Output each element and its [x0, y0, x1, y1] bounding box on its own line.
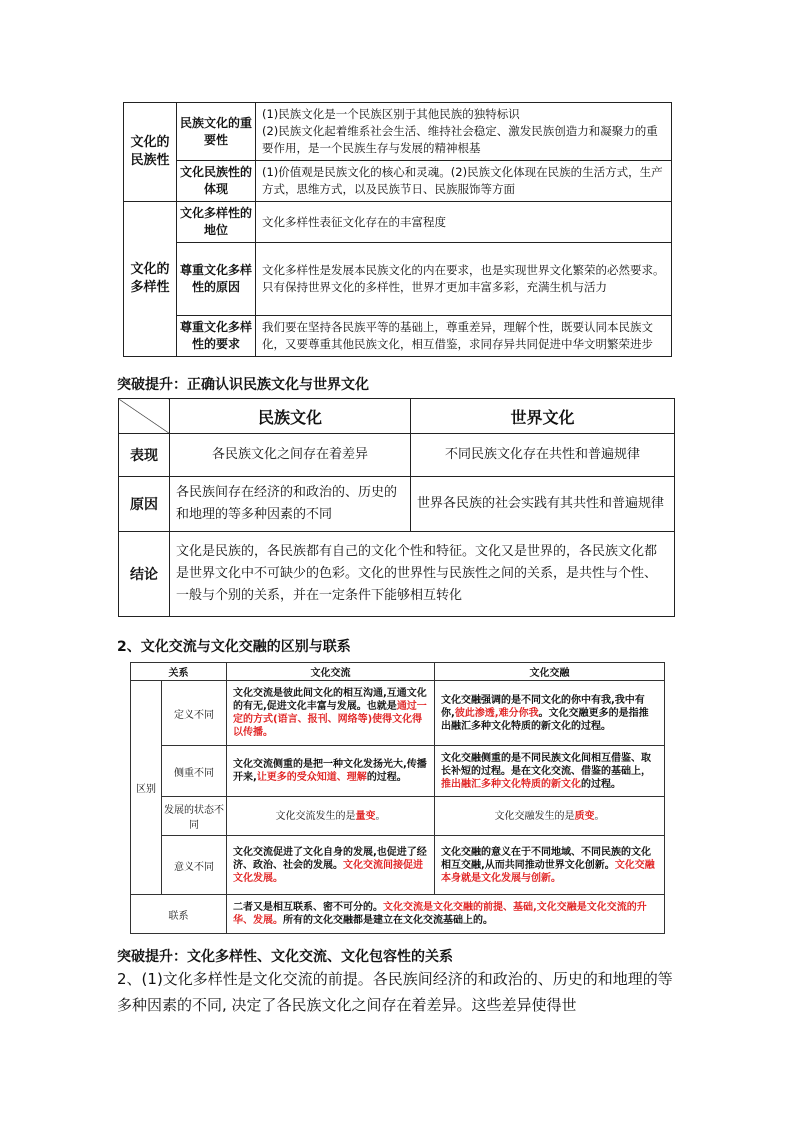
highlight-text: 质变	[574, 810, 595, 822]
table-row	[131, 681, 665, 746]
table-cell	[227, 746, 435, 797]
table-cell	[435, 797, 665, 836]
row-subtitle: 文化民族性的体现	[177, 161, 256, 202]
cell-text: 。	[594, 810, 605, 822]
cell-text: 文化交流发生的是	[275, 810, 356, 822]
table-row	[131, 895, 665, 934]
table-cell: 各民族文化之间存在着差异	[170, 434, 411, 477]
cell-text: 文化交流促进了文化自身的发展,也促进了经济、政治、社会的发展。	[233, 846, 427, 871]
row-subtitle: 文化多样性的地位	[177, 202, 256, 243]
row-label: 联系	[131, 895, 227, 934]
table-row	[131, 836, 665, 895]
column-header: 文化交融	[435, 663, 665, 681]
row-description: (1)价值观是民族文化的核心和灵魂。(2)民族文化体现在民族的生活方式，生产方式，思维方式，以及民族节日、民族服饰等方面	[256, 161, 672, 202]
table-row	[124, 202, 672, 243]
description-line: (1)民族文化是一个民族区别于其他民族的独特标识	[262, 107, 520, 121]
highlight-text: 彼此渗透,难分你我	[454, 707, 539, 719]
cell-text: 的过程。	[581, 778, 621, 790]
cell-text: 的过程。	[366, 772, 407, 783]
cell-text: 所有的文化交融都是建立在文化交流基础上的。	[283, 915, 493, 926]
row-description	[256, 103, 672, 161]
table-row	[119, 434, 675, 477]
table-row	[131, 797, 665, 836]
cell-text: 文化交融的意义在于不同地域、不同民族的文化相互交融,从而共同推动世界文化创新。	[441, 846, 651, 871]
highlight-text: 通过一定的方式(语言、报刊、网络等)使得文化得以传播。	[233, 701, 427, 738]
cell-text: 文化交融发生的是	[494, 810, 575, 822]
cell-text: 文化交流是彼此间文化的相互沟通,互通文化的有无,促进文化丰富与发展。也就是	[233, 688, 427, 712]
row-description: 我们要在坚持各民族平等的基础上，尊重差异，理解个性，既要认同本民族文化，又要尊重其他民族文化，相互借鉴，求同存异共同促进中华文明繁荣进步	[256, 316, 672, 357]
cell-text: 。文化交融更多的是指推出融汇多种文化特质的新文化的过程。	[441, 707, 649, 732]
highlight-text: 量变	[355, 810, 376, 822]
table-header-row	[131, 663, 665, 681]
column-header: 民族文化	[170, 399, 411, 434]
table-cell	[227, 895, 665, 934]
table-header-row	[119, 399, 675, 434]
row-label: 结论	[119, 532, 170, 617]
national-world-culture-table	[118, 398, 675, 617]
section-heading: 突破提升：正确认识民族文化与世界文化	[117, 377, 369, 393]
highlight-text: 文化交流是文化交融的前提、基础,文化交融是文化交流的升华、发展。	[233, 902, 647, 926]
row-label: 意义不同	[162, 836, 227, 895]
group-label: 区别	[131, 681, 162, 895]
table-row	[124, 316, 672, 357]
table-cell: 世界各民族的社会实践有其共性和普遍规律	[411, 477, 675, 532]
row-subtitle: 尊重文化多样性的原因	[177, 243, 256, 316]
highlight-text: 文化交融本身就是文化发展与创新。	[441, 859, 655, 884]
table-cell: 不同民族文化存在共性和普遍规律	[411, 434, 675, 477]
highlight-text: 让更多的受众知道、理解	[256, 772, 367, 783]
cell-text: 文化交融强调的是不同文化的你中有我,我中有你,	[441, 694, 645, 719]
row-subtitle: 民族文化的重要性	[177, 103, 256, 161]
cell-text: 文化交融侧重的是不同民族文化间相互借鉴、取长补短的过程。是在文化交流、借鉴的基础上，	[441, 752, 651, 777]
row-subtitle: 尊重文化多样性的要求	[177, 316, 256, 357]
table-row	[131, 746, 665, 797]
section-title: 文化的多样性	[124, 202, 177, 357]
table-cell	[435, 681, 665, 746]
section-title: 文化的民族性	[124, 103, 177, 202]
table-row	[124, 243, 672, 316]
table-cell: 各民族间存在经济的和政治的、历史的和地理的等多种因素的不同	[170, 477, 411, 532]
body-paragraph: 2、(1)文化多样性是文化交流的前提。各民族间经济的和政治的、历史的和地理的等多种因素的不同, 决定了各民族文化之间存在着差异。这些差异使得世	[117, 970, 673, 1014]
cell-text: 二者又是相互联系、密不可分的。	[233, 902, 383, 913]
table-row	[119, 477, 675, 532]
exchange-fusion-table	[130, 662, 665, 934]
table-cell: 文化是民族的，各民族都有自己的文化个性和特征。文化又是世界的，各民族文化都是世界文化中不可缺少的色彩。文化的世界性与民族性之间的关系，是共性与个性、一般与个别的关系，并在一定条件下能够相互转化	[170, 532, 675, 617]
description-line: (2)民族文化起着维系社会生活、维持社会稳定、激发民族创造力和凝聚力的重要作用，是一个民族生存与发展的精神根基	[262, 124, 658, 155]
highlight-text: 文化交流间接促进文化发展。	[233, 859, 423, 884]
section-heading: 2、文化交流与文化交融的区别与联系	[117, 639, 351, 655]
row-label: 表现	[119, 434, 170, 477]
table-cell	[435, 836, 665, 895]
table-cell	[227, 836, 435, 895]
diagonal-corner-cell	[119, 399, 170, 434]
row-label: 侧重不同	[162, 746, 227, 797]
row-label: 原因	[119, 477, 170, 532]
culture-characteristics-table	[123, 102, 672, 357]
row-label: 发展的状态不同	[162, 797, 227, 836]
table-row	[119, 532, 675, 617]
cell-text: 。	[375, 810, 386, 822]
row-description: 文化多样性是发展本民族文化的内在要求，也是实现世界文化繁荣的必然要求。只有保持世界文化的多样性，世界才更加丰富多彩，充满生机与活力	[256, 243, 672, 316]
column-header: 文化交流	[227, 663, 435, 681]
table-row	[124, 103, 672, 161]
cell-text: 文化交流侧重的是把一种文化发扬光大,传播开来,	[233, 759, 427, 783]
table-row	[124, 161, 672, 202]
table-cell	[227, 681, 435, 746]
highlight-text: 推出融汇多种文化特质的新文化	[441, 778, 581, 790]
row-label: 定义不同	[162, 681, 227, 746]
row-description: 文化多样性表征文化存在的丰富程度	[256, 202, 672, 243]
table-cell	[435, 746, 665, 797]
table-cell	[227, 797, 435, 836]
column-header: 世界文化	[411, 399, 675, 434]
column-header: 关系	[131, 663, 227, 681]
section-heading: 突破提升：文化多样性、文化交流、文化包容性的关系	[117, 949, 453, 965]
